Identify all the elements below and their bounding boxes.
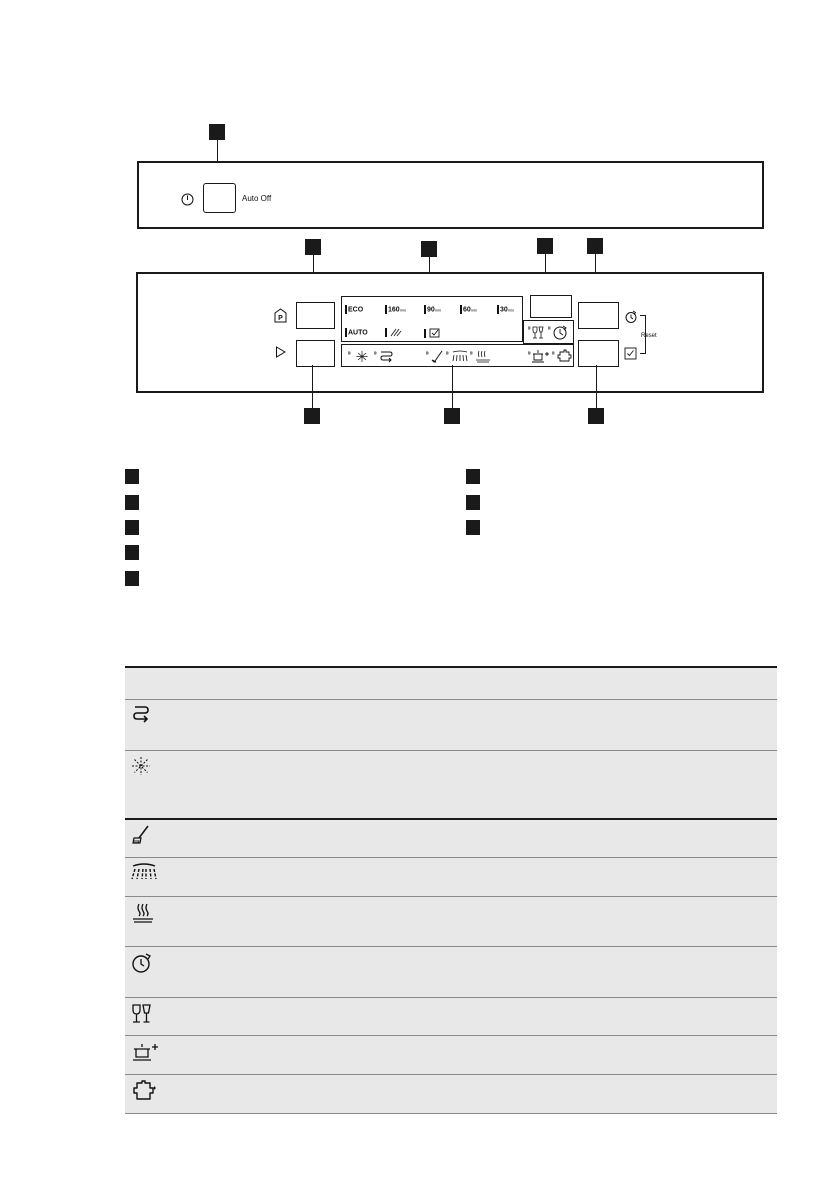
indicator-rinse	[385, 328, 402, 337]
indicator-90: 90min	[424, 305, 441, 314]
options-indicator-panel	[523, 320, 574, 344]
power-button[interactable]	[203, 183, 236, 213]
callout-marker-7	[444, 408, 460, 424]
delay-button[interactable]	[578, 302, 619, 329]
table-cell-text	[171, 819, 777, 857]
callout-marker-1	[209, 124, 225, 140]
delay-start-icon	[624, 310, 638, 324]
program-icon	[274, 308, 287, 323]
table-cell-text	[171, 750, 777, 819]
table-row	[125, 1035, 777, 1074]
callout-marker-8	[588, 408, 604, 424]
legend-marker-2	[125, 495, 139, 510]
indicator-30: 30min	[497, 305, 514, 314]
callout-leader-6	[312, 365, 313, 408]
power-panel	[137, 161, 764, 229]
salt-refill-icon	[131, 756, 151, 776]
glasscare-indicator	[528, 326, 546, 340]
main-wash-spray-icon	[131, 863, 157, 881]
start-icon	[275, 346, 286, 358]
table-row	[125, 750, 777, 819]
indicator-eco: ECO	[345, 305, 363, 314]
extra-dry-option-icon	[131, 1080, 157, 1102]
legend-marker-3	[125, 520, 139, 535]
legend-marker-6	[466, 469, 480, 484]
glasscare-icon	[131, 1003, 153, 1025]
table-cell-text	[171, 699, 777, 750]
table-row	[125, 896, 777, 946]
option-button[interactable]	[530, 295, 572, 318]
table-header-row	[125, 667, 777, 699]
svg-text:P: P	[278, 315, 283, 322]
callout-marker-5	[587, 238, 603, 254]
indicator-symbol-table	[125, 666, 777, 1114]
legend-marker-4	[125, 545, 139, 560]
table-cell-text	[171, 1035, 777, 1074]
table-row	[125, 857, 777, 896]
extra-hygiene-indicator	[528, 349, 550, 363]
reset-label: Reset	[641, 333, 657, 339]
indicator-machine-care	[424, 328, 440, 338]
table-cell-text	[171, 896, 777, 946]
table-cell-text	[171, 857, 777, 896]
table-cell-text	[171, 997, 777, 1035]
callout-leader-8	[596, 365, 597, 408]
legend-marker-1	[125, 469, 139, 484]
legend-marker-5	[125, 571, 139, 586]
table-row	[125, 1074, 777, 1113]
extra-options-button[interactable]	[578, 340, 619, 367]
delay-indicator	[548, 324, 570, 341]
callout-marker-3	[421, 241, 437, 257]
callout-marker-4	[537, 238, 553, 254]
extra-options-icon	[624, 347, 637, 360]
drying-indicator	[470, 350, 492, 363]
callout-marker-2	[305, 239, 321, 255]
table-row	[125, 819, 777, 857]
table-cell-text	[171, 946, 777, 997]
machine-care-icon	[429, 328, 440, 338]
prewash-indicator	[426, 350, 444, 363]
rinse-spray-icon	[390, 328, 402, 337]
extra-dry-indicator	[552, 349, 574, 363]
control-panel	[136, 272, 764, 393]
legend-marker-8	[466, 520, 480, 535]
indicator-auto: AUTO	[345, 328, 368, 337]
start-button[interactable]	[296, 340, 335, 367]
table-header	[125, 667, 777, 699]
reset-bracket-bottom	[640, 353, 646, 354]
program-display	[341, 296, 523, 342]
power-icon	[181, 193, 194, 206]
mainwash-indicator	[446, 350, 468, 363]
status-indicator-bar	[341, 344, 574, 367]
indicator-160: 160min	[385, 305, 406, 314]
prewash-brush-icon	[131, 825, 151, 845]
delay-start-clock-icon	[131, 952, 153, 974]
table-row	[125, 699, 777, 750]
indicator-60: 60min	[460, 305, 477, 314]
salt-indicator	[348, 350, 370, 363]
rinse-aid-indicator	[374, 350, 394, 363]
table-row	[125, 997, 777, 1035]
callout-marker-6	[304, 408, 320, 424]
drying-heat-icon	[131, 902, 155, 924]
table-cell-text	[171, 1074, 777, 1113]
auto-off-label: Auto Off	[242, 194, 272, 203]
program-button[interactable]	[296, 302, 335, 329]
extra-hygiene-pot-icon	[131, 1041, 159, 1063]
table-row	[125, 946, 777, 997]
rinse-aid-refill-icon	[131, 705, 151, 723]
callout-leader-7	[452, 365, 453, 408]
legend-marker-7	[466, 495, 480, 510]
